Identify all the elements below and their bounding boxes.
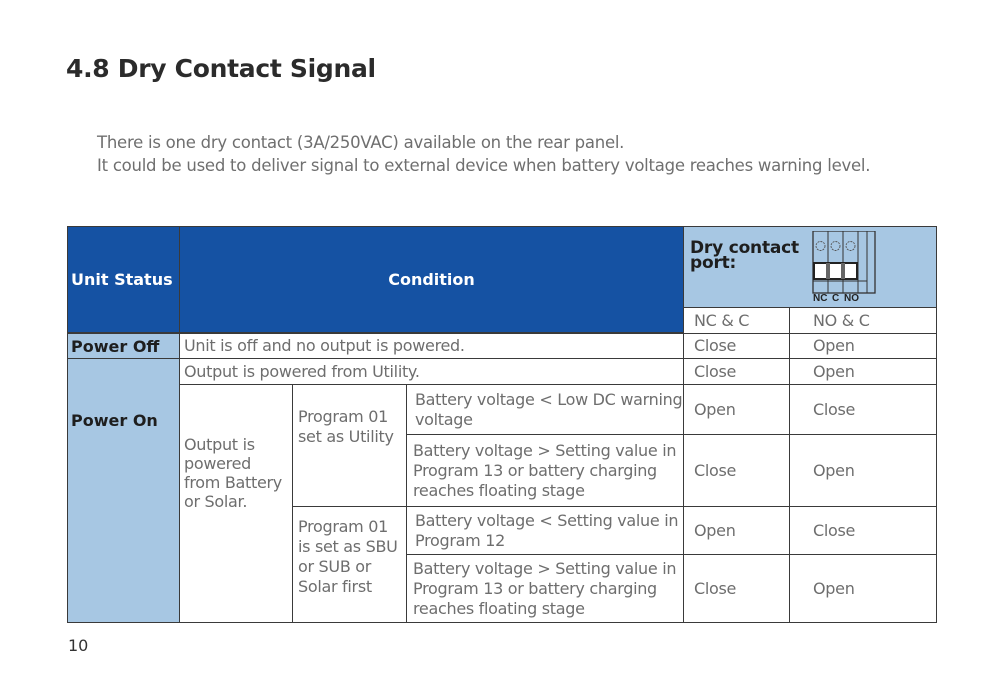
dry-contact-label: Dry contact port: <box>690 238 799 273</box>
condition-cell: Output is powered from Utility. <box>179 358 684 385</box>
header-condition: Condition <box>179 226 684 333</box>
svg-text:NC: NC <box>813 293 828 304</box>
unit-status-power-off: Power Off <box>67 333 180 359</box>
unit-status-power-on: Power On <box>67 358 180 623</box>
nc-c-value: Open <box>683 506 790 555</box>
header-dry-contact-port <box>683 226 937 308</box>
terminal-block-icon <box>811 231 877 308</box>
condition-cell: Unit is off and no output is powered. <box>179 333 684 359</box>
nc-c-value: Close <box>683 554 790 623</box>
program-utility: Program 01 set as Utility <box>292 384 407 507</box>
no-c-value: Open <box>789 358 937 385</box>
source-battery-solar: Output is powered from Battery or Solar. <box>179 384 293 623</box>
header-no-c: NO & C <box>789 307 937 334</box>
condition-cell: Battery voltage > Setting value in Program 13 or battery charging reaches floating stage <box>406 434 684 507</box>
page-title: 4.8 Dry Contact Signal <box>66 54 376 83</box>
nc-c-value: Close <box>683 358 790 385</box>
no-c-value: Close <box>789 506 937 555</box>
svg-text:NO: NO <box>844 293 859 304</box>
nc-c-value: Close <box>683 434 790 507</box>
no-c-value: Close <box>789 384 937 435</box>
svg-text:C: C <box>832 293 840 304</box>
no-c-value: Open <box>789 333 937 359</box>
page-number: 10 <box>68 636 89 655</box>
nc-c-value: Open <box>683 384 790 435</box>
program-sbu: Program 01 is set as SBU or SUB or Solar first <box>292 506 407 623</box>
nc-c-value: Close <box>683 333 790 359</box>
condition-cell: Battery voltage > Setting value in Program 13 or battery charging reaches floating stage <box>406 554 684 623</box>
intro-line: There is one dry contact (3A/250VAC) available on the rear panel. <box>97 133 625 152</box>
condition-cell: Battery voltage < Low DC warning voltage <box>406 384 684 435</box>
no-c-value: Open <box>789 434 937 507</box>
header-unit-status: Unit Status <box>67 226 180 333</box>
condition-cell: Battery voltage < Setting value in Program 12 <box>406 506 684 555</box>
no-c-value: Open <box>789 554 937 623</box>
header-nc-c: NC & C <box>683 307 790 334</box>
intro-text <box>97 131 870 177</box>
intro-line: It could be used to deliver signal to external device when battery voltage reaches warning level. <box>97 156 871 175</box>
